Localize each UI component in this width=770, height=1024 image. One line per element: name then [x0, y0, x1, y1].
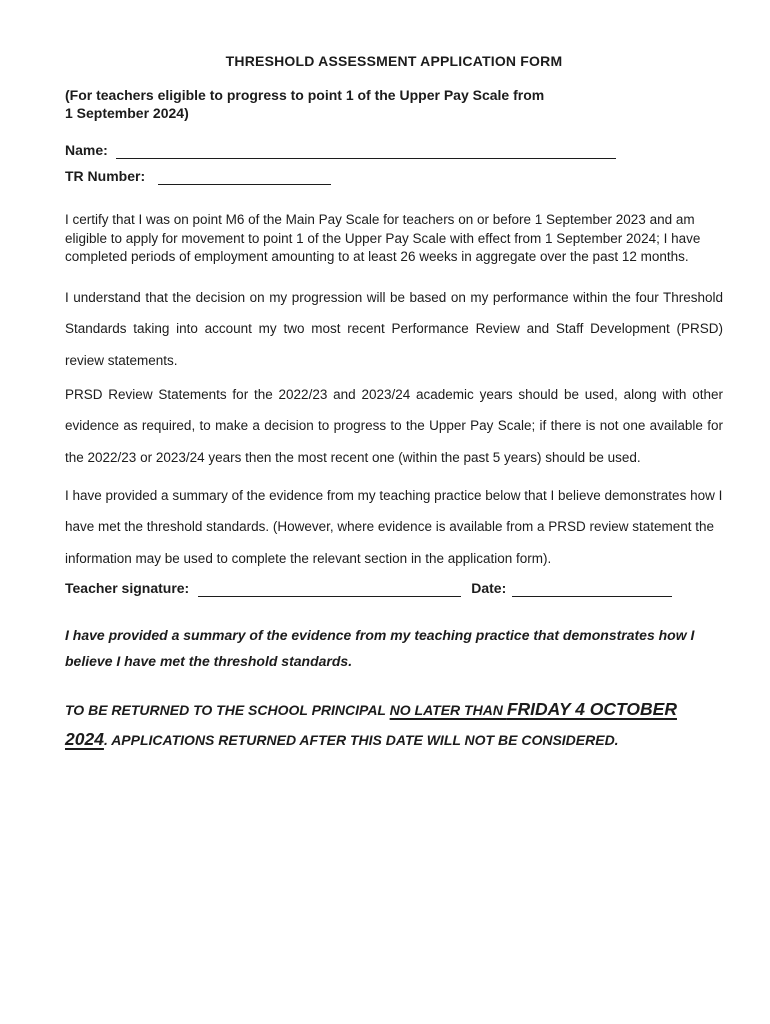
- prsd-paragraph: PRSD Review Statements for the 2022/23 and 2023/24 academic years should be used, along with other evidence as required, to make a decision to progress to the Upper Pay Scale; if there is not one available for the 2022/23 or 2023/24 years then the most recent one (within the past 5 years) should be used.: [65, 386, 723, 466]
- date-label: Date:: [471, 579, 507, 596]
- tr-number-field-row: [65, 165, 723, 191]
- return-notice-tail: APPLICATIONS RETURNED AFTER THIS DATE WILL NOT BE CONSIDERED.: [107, 732, 619, 749]
- date-input-line[interactable]: [512, 581, 672, 597]
- document-subtitle: [65, 87, 723, 122]
- deadline-period: .: [103, 732, 108, 749]
- certify-paragraph: I certify that I was on point M6 of the Main Pay Scale for teachers on or before 1 September 2023 and am eligible to apply for movement to point 1 of the Upper Pay Scale with effect from 1 September 2024; I have completed periods of employment amounting to at least 26 weeks in aggregate over the past 12 months.: [65, 212, 701, 264]
- name-label: Name:: [65, 142, 108, 158]
- tr-number-label: TR Number:: [65, 168, 146, 184]
- document-title: THRESHOLD ASSESSMENT APPLICATION FORM: [225, 53, 563, 69]
- return-notice-lead: TO BE RETURNED TO THE SCHOOL PRINCIPAL: [65, 701, 390, 718]
- evidence-summary-paragraph: I have provided a summary of the evidence from my teaching practice below that I believe demonstrates how I have met the threshold standards. (However, where evidence is available from a PRSD review statement the information may be used to complete the relevant section in the application form).: [65, 487, 723, 567]
- name-field-row: [65, 139, 723, 165]
- deadline-underlined-text: NO LATER THAN: [389, 701, 507, 718]
- subtitle-line-1: (For teachers eligible to progress to point 1 of the Upper Pay Scale from: [65, 87, 545, 103]
- name-input-line[interactable]: [116, 143, 616, 159]
- subtitle-line-2: 1 September 2024): [65, 104, 189, 121]
- understand-paragraph: I understand that the decision on my progression will be based on my performance within the four Threshold Standards taking into account my two most recent Performance Review and Staff Development (PRSD) review statements.: [65, 289, 723, 368]
- deadline-date-large: FRIDAY 4 OCTOBER 2024: [65, 698, 677, 750]
- tr-number-input-line[interactable]: [158, 169, 331, 185]
- teacher-signature-line[interactable]: [198, 581, 461, 597]
- declaration-paragraph: I have provided a summary of the evidence from my teaching practice that demonstrates how I believe I have met the threshold standards.: [65, 626, 695, 669]
- return-notice-paragraph: [65, 695, 723, 756]
- signature-row: [65, 577, 723, 603]
- teacher-signature-label: Teacher signature:: [65, 579, 190, 596]
